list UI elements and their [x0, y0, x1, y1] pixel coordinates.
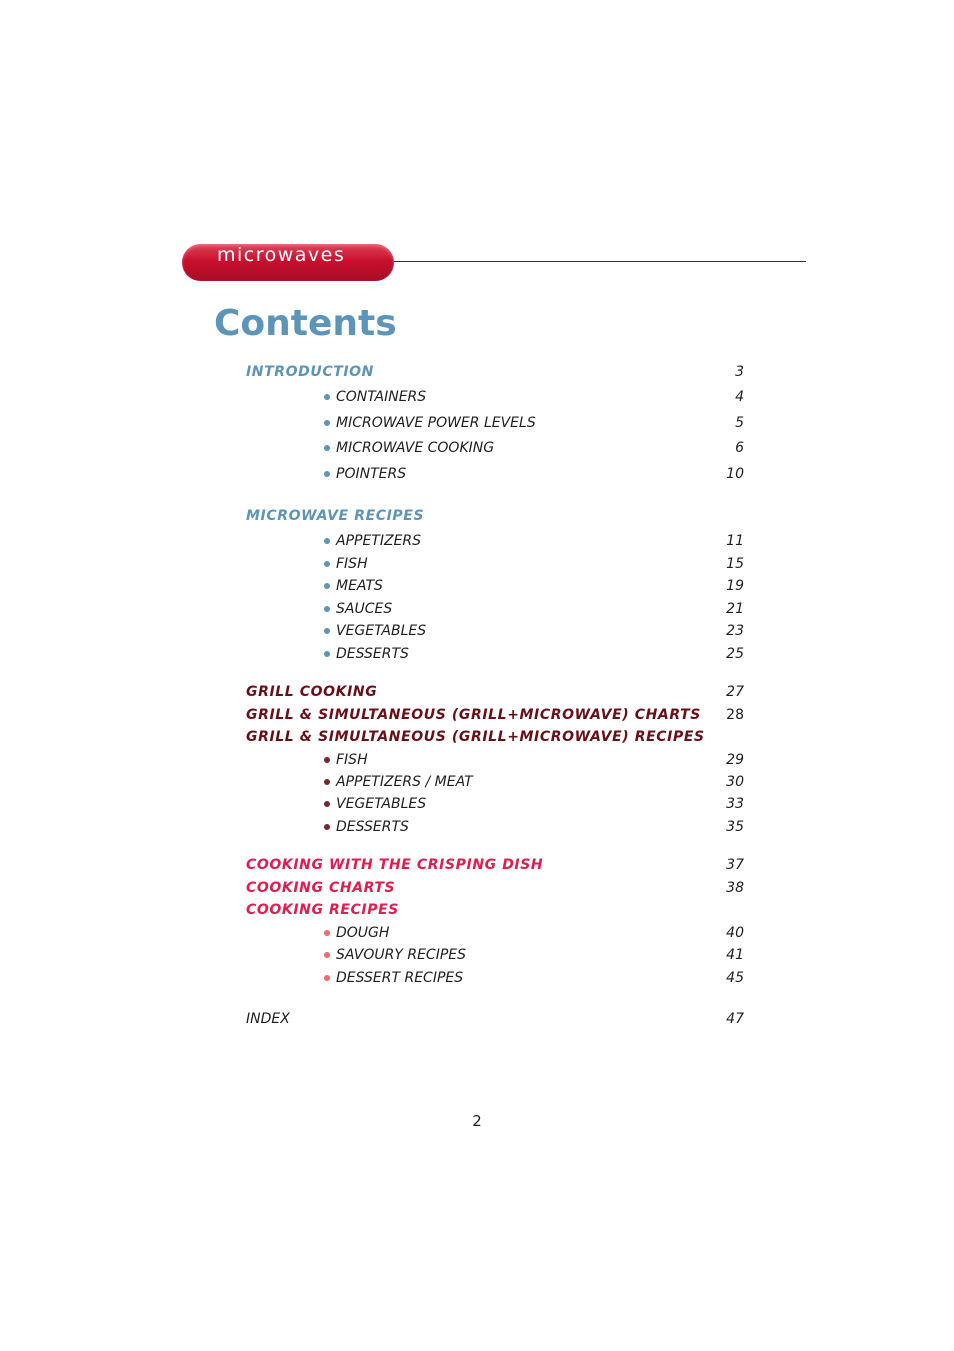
toc-page: 27 — [726, 684, 744, 700]
toc-label: MEATS — [336, 578, 383, 594]
toc-entry-grill-charts[interactable] — [0, 705, 954, 725]
toc-entry-desserts[interactable] — [0, 644, 954, 664]
toc-label: COOKING RECIPES — [246, 902, 399, 918]
toc-label: VEGETABLES — [336, 623, 427, 639]
bullet-icon — [324, 583, 330, 589]
toc-entry-power-levels[interactable] — [0, 413, 954, 433]
toc-entry-microwave-recipes[interactable] — [0, 506, 954, 526]
bullet-icon — [324, 628, 330, 634]
toc-entry-dessert-recipes[interactable] — [0, 968, 954, 988]
toc-page: 45 — [726, 970, 744, 986]
bullet-icon — [324, 930, 330, 936]
toc-page: 11 — [726, 533, 744, 549]
toc-entry-dough[interactable] — [0, 923, 954, 943]
toc-entry-grill-cooking[interactable] — [0, 682, 954, 702]
toc-label: INDEX — [246, 1011, 290, 1027]
bullet-icon — [324, 757, 330, 763]
toc-page: 37 — [726, 857, 744, 873]
toc-page: 47 — [726, 1011, 744, 1027]
toc-entry-containers[interactable] — [0, 387, 954, 407]
toc-label: DOUGH — [336, 925, 390, 941]
bullet-icon — [324, 824, 330, 830]
toc-label: GRILL & SIMULTANEOUS (GRILL+MICROWAVE) CHARTS — [246, 707, 701, 723]
toc-label: MICROWAVE RECIPES — [246, 508, 425, 524]
toc-page: 41 — [726, 947, 744, 963]
toc-label: INTRODUCTION — [246, 364, 374, 380]
toc-entry-appetizers[interactable] — [0, 531, 954, 551]
toc-entry-cooking-charts[interactable] — [0, 878, 954, 898]
toc-entry-introduction[interactable] — [0, 362, 954, 382]
toc-entry-savoury-recipes[interactable] — [0, 945, 954, 965]
toc-label: DESSERTS — [336, 646, 409, 662]
toc-entry-grill-recipes[interactable] — [0, 727, 954, 747]
toc-entry-vegetables[interactable] — [0, 621, 954, 641]
toc-label: GRILL & SIMULTANEOUS (GRILL+MICROWAVE) RECIPES — [246, 729, 705, 745]
bullet-icon — [324, 420, 330, 426]
toc-page: 38 — [726, 880, 744, 896]
toc-page: 10 — [726, 466, 744, 482]
toc-label: SAUCES — [336, 601, 393, 617]
header-rule — [394, 261, 806, 262]
toc-entry-fish[interactable] — [0, 554, 954, 574]
bullet-icon — [324, 952, 330, 958]
header-label: microwaves — [217, 244, 346, 266]
toc-entry-cooking-recipes[interactable] — [0, 900, 954, 920]
toc-label: POINTERS — [336, 466, 407, 482]
toc-entry-grill-desserts[interactable] — [0, 817, 954, 837]
bullet-icon — [324, 975, 330, 981]
toc-page: 23 — [726, 623, 744, 639]
page-number: 2 — [472, 1112, 482, 1130]
toc-page: 30 — [726, 774, 744, 790]
toc-page: 15 — [726, 556, 744, 572]
toc-label: COOKING WITH THE CRISPING DISH — [246, 857, 544, 873]
bullet-icon — [324, 471, 330, 477]
toc-label: FISH — [336, 556, 368, 572]
toc-label: FISH — [336, 752, 368, 768]
toc-label: APPETIZERS / MEAT — [336, 774, 473, 790]
toc-page: 19 — [726, 578, 744, 594]
toc-page: 21 — [726, 601, 744, 617]
toc-label: APPETIZERS — [336, 533, 422, 549]
toc-label: VEGETABLES — [336, 796, 427, 812]
toc-label: MICROWAVE COOKING — [336, 440, 495, 456]
toc-page: 6 — [735, 440, 744, 456]
toc-label: SAVOURY RECIPES — [336, 947, 466, 963]
toc-entry-index[interactable] — [0, 1009, 954, 1029]
toc-entry-meats[interactable] — [0, 576, 954, 596]
toc-entry-crisping-dish[interactable] — [0, 855, 954, 875]
toc-entry-grill-fish[interactable] — [0, 750, 954, 770]
toc-page: 4 — [735, 389, 744, 405]
bullet-icon — [324, 394, 330, 400]
toc-label: DESSERTS — [336, 819, 409, 835]
bullet-icon — [324, 651, 330, 657]
bullet-icon — [324, 779, 330, 785]
toc-page: 33 — [726, 796, 744, 812]
toc-entry-microwave-cooking[interactable] — [0, 438, 954, 458]
bullet-icon — [324, 445, 330, 451]
toc-page: 5 — [735, 415, 744, 431]
bullet-icon — [324, 538, 330, 544]
toc-page: 25 — [726, 646, 744, 662]
bullet-icon — [324, 606, 330, 612]
page-title: Contents — [214, 303, 397, 344]
toc-label: CONTAINERS — [336, 389, 427, 405]
toc-page: 29 — [726, 752, 744, 768]
toc-page: 3 — [735, 364, 744, 380]
bullet-icon — [324, 561, 330, 567]
toc-label: COOKING CHARTS — [246, 880, 396, 896]
toc-page: 35 — [726, 819, 744, 835]
toc-entry-sauces[interactable] — [0, 599, 954, 619]
toc-page: 28 — [726, 707, 744, 723]
toc-label: DESSERT RECIPES — [336, 970, 464, 986]
toc-label: MICROWAVE POWER LEVELS — [336, 415, 536, 431]
toc-entry-pointers[interactable] — [0, 464, 954, 484]
toc-entry-grill-vegetables[interactable] — [0, 794, 954, 814]
bullet-icon — [324, 801, 330, 807]
toc-entry-grill-appetizers-meat[interactable] — [0, 772, 954, 792]
toc-page: 40 — [726, 925, 744, 941]
toc-label: GRILL COOKING — [246, 684, 378, 700]
